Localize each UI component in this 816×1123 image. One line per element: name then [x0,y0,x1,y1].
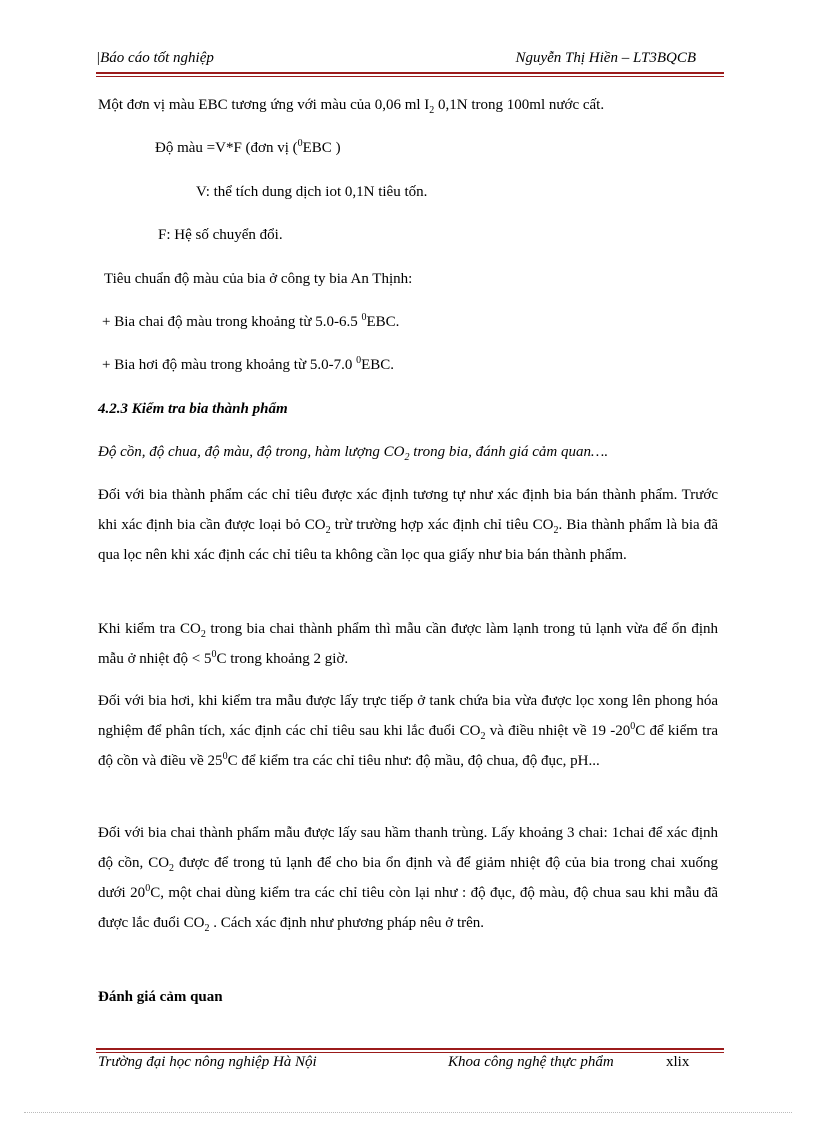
paragraph-finished-beer: Đối với bia thành phẩm các chỉ tiêu được xác định tương tự như xác định bia bán thành phẩm. Trước khi xác định bia cần được loại bỏ $CO_2$ trừ trường hợp xác định chỉ tiêu $CO_2$. Bia thành phẩm là bia đã qua lọc nên khi xác định các chỉ tiêu ta không cần lọc qua giấy như bia bán thành phẩm. [98,487,718,563]
footer-university: Trường đại học nông nghiệp Hà Nội [98,1054,317,1070]
paragraph-draught-beer: Đối với bia hơi, khi kiểm tra mẫu được lấy trực tiếp ở tank chứa bia vừa được lọc xong lên phong hóa nghiệm để phân tích, xác định các chỉ tiêu sau khi lắc đuổi $CO_2$ và điều nhiệt về 19 $-20^0C$ để kiểm tra độ cồn và điều về $25^0C$ để kiểm tra các chỉ tiêu như: độ mầu, độ chua, độ đục, pH... [98,693,718,769]
header-author: Nguyễn Thị Hiền – LT3BQCB [515,50,696,66]
color-formula: Độ màu =V*F (đơn vị ($^0$EBC ) [155,138,341,156]
page-footer [98,1054,698,1076]
definition-f: F: Hệ số chuyển đổi. [158,227,283,243]
footer-faculty: Khoa công nghệ thực phẩm [448,1054,614,1070]
footer-rule [96,1048,724,1050]
section-heading: 4.2.3 Kiểm tra bia thành phẩm [98,401,288,417]
sensory-heading: Đánh giá cảm quan [98,989,223,1005]
header-rule [96,72,724,74]
header-report-title: |Báo cáo tốt nghiệp [96,50,214,66]
page-header [96,48,696,70]
standard-draught-beer: + Bia hơi độ màu trong khoảng từ 5.0-7.0 $^0$EBC. [102,355,395,373]
header-rule-thin [96,76,724,77]
standard-bottled-beer: + Bia chai độ màu trong khoảng từ 5.0-6.5 $^0$EBC. [102,312,400,330]
footer-rule-thin [96,1052,724,1053]
page-number: xlix [666,1054,690,1070]
ebc-unit-definition: Một đơn vị màu EBC tương ứng với màu của 0,06 ml $I_2$ 0,1N trong 100ml nước cất. [98,97,605,116]
page-edge-divider [24,1112,792,1113]
paragraph-bottled-beer: Đối với bia chai thành phẩm mẫu được lấy sau hầm thanh trùng. Lấy khoảng 3 chai: 1chai để xác định độ cồn, $CO_2$ được để trong tủ lạnh để cho bia ổn định và để giảm nhiệt độ của bia trong chai xuống dưới $20^0C$, một chai dùng kiểm tra các chỉ tiêu còn lại như : độ đục, độ màu, độ chua sau khi mẫu đã được lắc đuổi $CO_2$ . Cách xác định như phương pháp nêu ở trên. [98,825,719,934]
section-intro: Độ cồn, độ chua, độ màu, độ trong, hàm lượng $CO_2$ trong bia, đánh giá cảm quan…. [98,444,609,463]
paragraph-co2-check: Khi kiểm tra $CO_2$ trong bia chai thành phẩm thì mẫu cần được làm lạnh trong tủ lạnh vừa để ổn định mẫu ở nhiệt độ < $5^0C$ trong khoảng 2 giờ. [98,621,718,667]
standard-title: Tiêu chuẩn độ màu của bia ở công ty bia An Thịnh: [104,271,413,287]
definition-v: V: thể tích dung dịch iot 0,1N tiêu tốn. [196,184,428,200]
